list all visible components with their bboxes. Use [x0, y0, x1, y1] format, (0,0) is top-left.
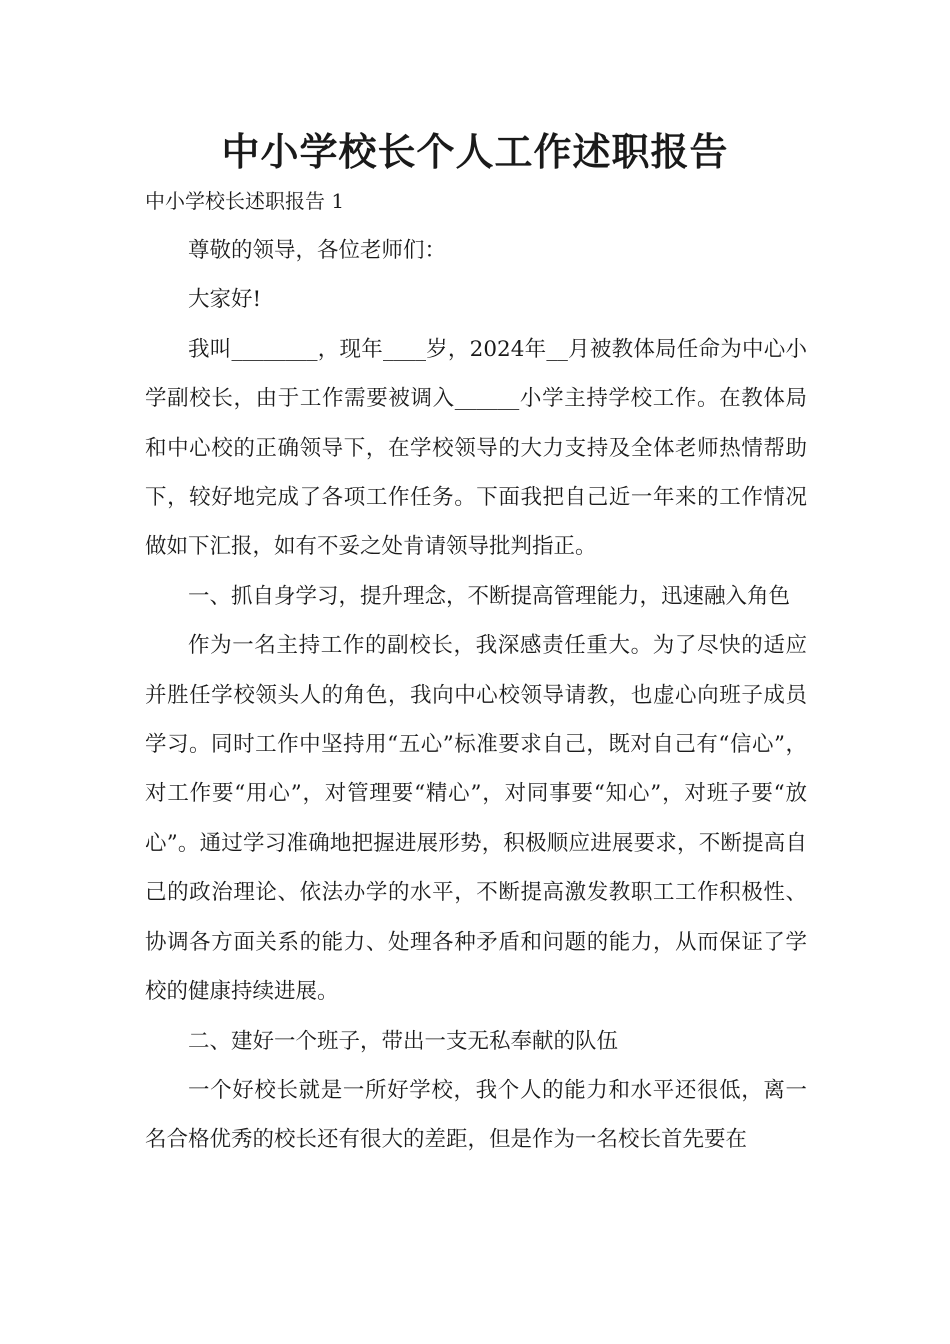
document-subtitle: 中小学校长述职报告 1 — [145, 189, 345, 213]
body-paragraph: 一个好校长就是一所好学校，我个人的能力和水平还很低，离一名合格优秀的校长还有很大的差距，但是作为一名校长首先要在 — [145, 1077, 807, 1153]
body-paragraph: 作为一名主持工作的副校长，我深感责任重大。为了尽快的适应并胜任学校领头人的角色，我向中心校领导请教，也虚心向班子成员学习。同时工作中坚持用“五心”标准要求自己，既对自己有“信心”，对工作要“用心”，对管理要“精心”，对同事要“知心”，对班子要“放心”。通过学习准确地把握进展形势，积极顺应进展要求，不断提高自己的政治理论、依法办学的水平，不断提高激发教职工工作积极性、协调各方面关系的能力、处理各种矛盾和问题的能力，从而保证了学校的健康持续进展。 — [145, 633, 807, 1005]
body-paragraph: 我叫________，现年____岁，2024年__月被教体局任命为中心小学副校长，由于工作需要被调入______小学主持学校工作。在教体局和中心校的正确领导下，在学校领导的大力支持及全体老师热情帮助下，较好地完成了各项工作任务。下面我把自己近一年来的工作情况做如下汇报，如有不妥之处肯请领导批判指正。 — [145, 336, 807, 560]
section-heading-1: 一、抓自身学习，提升理念，不断提高管理能力，迅速融入角色 — [188, 583, 791, 609]
greeting: 大家好! — [188, 287, 262, 313]
document-title: 中小学校长个人工作述职报告 — [221, 129, 729, 174]
salutation: 尊敬的领导，各位老师们： — [188, 238, 447, 263]
document-body — [145, 226, 807, 1165]
section-heading-2: 二、建好一个班子，带出一支无私奉献的队伍 — [188, 1028, 619, 1054]
